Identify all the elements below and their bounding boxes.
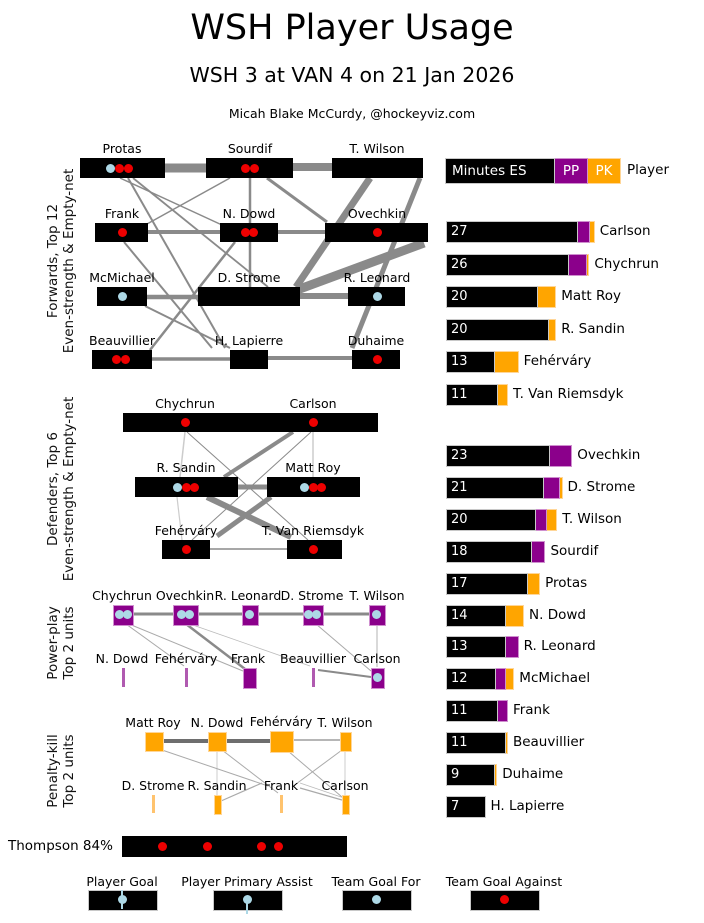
player-label: Chychrun	[92, 588, 152, 603]
player-label: N. Dowd	[95, 651, 149, 666]
player-name: Protas	[545, 574, 588, 591]
credit-line: Micah Blake McCurdy, @hockeyviz.com	[228, 106, 476, 121]
linemate-link	[292, 750, 342, 787]
player-label: Beauvillier	[89, 333, 155, 348]
minutes-value: 12	[451, 671, 468, 687]
marker-legend-label: Team Goal For	[331, 874, 421, 889]
player-label: T. Wilson	[317, 715, 373, 730]
linemate-link	[190, 624, 310, 666]
player-name: Sourdif	[550, 542, 599, 559]
marker-legend-label: Player Goal	[86, 874, 158, 889]
player-name: T. Van Riemsdyk	[512, 385, 624, 402]
section-label-line: Top 2 units	[61, 606, 77, 680]
goalie-label: Thompson 84%	[8, 838, 113, 854]
player-name: Ovechkin	[577, 447, 641, 463]
linemate-link	[126, 624, 184, 666]
linemate-link	[177, 497, 182, 540]
player-label: R. Sandin	[187, 778, 247, 793]
player-label: Fehérváry	[249, 714, 313, 729]
minutes-value: 14	[451, 607, 468, 623]
section-label-line: Even-strength & Empty-net	[61, 168, 77, 354]
player-name: R. Sandin	[561, 320, 625, 337]
minutes-value: 17	[451, 575, 468, 591]
page-subtitle: WSH 3 at VAN 4 on 21 Jan 2026	[189, 63, 515, 87]
minutes-value: 7	[451, 798, 460, 814]
player-label: Frank	[104, 206, 140, 221]
player-label: Ovechkin	[155, 588, 215, 603]
player-label: McMichael	[89, 270, 155, 285]
minutes-value: 21	[451, 479, 468, 495]
minutes-value: 20	[451, 289, 468, 304]
player-name: Chychrun	[594, 255, 659, 272]
player-label: T. Wilson	[349, 141, 405, 156]
minutes-value: 20	[451, 321, 468, 337]
player-name: D. Strome	[567, 478, 636, 495]
linemate-link	[129, 624, 243, 671]
player-legend-label: Player	[627, 162, 670, 178]
player-name: R. Leonard	[523, 638, 596, 655]
linemate-link	[318, 670, 371, 677]
linemate-link	[180, 432, 185, 477]
linemate-link	[186, 624, 245, 669]
linemate-link	[316, 624, 371, 671]
linemate-link	[221, 783, 262, 801]
player-name: McMichael	[519, 670, 591, 687]
linemate-link	[297, 243, 424, 290]
linemate-link	[224, 432, 293, 477]
player-label: R. Sandin	[156, 460, 216, 475]
player-name: T. Wilson	[562, 510, 622, 527]
minutes-value: 13	[451, 354, 468, 369]
player-name: N. Dowd	[529, 606, 586, 623]
minutes-value: 11	[451, 735, 468, 751]
linemate-link	[207, 497, 291, 537]
section-label-line: Defenders, Top 6	[45, 431, 61, 547]
minutes-es-legend: Minutes ES	[445, 158, 555, 184]
pk-legend: PK	[588, 158, 621, 184]
minutes-value: 20	[451, 511, 468, 527]
section-label-line: Top 2 units	[61, 734, 77, 808]
player-label: Frank	[230, 651, 266, 666]
player-label: R. Leonard	[214, 588, 282, 603]
player-name: Frank	[512, 702, 550, 719]
player-label: Sourdif	[227, 141, 273, 156]
player-name: Duhaime	[502, 766, 564, 782]
player-label: Carlson	[289, 396, 337, 411]
section-label-line: Power-play	[45, 606, 61, 680]
minutes-value: 27	[451, 224, 468, 239]
player-label: Carlson	[321, 778, 369, 793]
player-label: D. Strome	[121, 778, 185, 793]
player-label: N. Dowd	[190, 715, 244, 730]
player-label: T. Wilson	[349, 588, 405, 603]
pp-legend: PP	[555, 158, 588, 184]
player-name: Beauvillier	[512, 734, 585, 751]
section-label-line: Forwards, Top 12	[45, 203, 61, 319]
player-label: H. Lapierre	[214, 333, 284, 348]
player-label: Fehérváry	[154, 651, 218, 666]
player-name: Matt Roy	[561, 288, 622, 304]
linemate-link	[162, 750, 268, 786]
player-name: Carlson	[599, 223, 651, 239]
player-label: Carlson	[353, 651, 401, 666]
player-label: D. Strome	[217, 270, 281, 285]
marker-legend-label: Player Primary Assist	[181, 874, 313, 889]
minutes-value: 23	[451, 448, 468, 463]
player-label: D. Strome	[280, 588, 344, 603]
linemate-link	[288, 751, 342, 797]
player-label: Frank	[263, 778, 299, 793]
marker-legend-label: Team Goal Against	[445, 874, 563, 889]
linemate-link	[222, 750, 278, 793]
section-label-line: Even-strength & Empty-net	[61, 396, 77, 582]
minutes-value: 9	[451, 767, 460, 782]
player-label: Duhaime	[347, 333, 405, 348]
player-label: R. Leonard	[343, 270, 411, 285]
player-label: Beauvillier	[280, 651, 346, 666]
linemate-link	[120, 178, 222, 225]
player-label: T. Van Riemsdyk	[261, 523, 365, 538]
player-label: N. Dowd	[222, 206, 276, 221]
player-label: Fehérváry	[154, 523, 218, 538]
section-label-line: Penalty-kill	[45, 734, 61, 808]
linemate-link	[147, 178, 230, 224]
player-label: Ovechkin	[347, 206, 407, 221]
minutes-value: 26	[451, 256, 468, 272]
minutes-value: 18	[451, 543, 468, 559]
minutes-value: 11	[451, 703, 468, 719]
minutes-value: 13	[451, 639, 468, 655]
player-label: Matt Roy	[125, 715, 181, 730]
page-title: WSH Player Usage	[190, 8, 514, 48]
linemate-link	[267, 178, 327, 222]
player-label: Matt Roy	[285, 460, 341, 475]
player-name: H. Lapierre	[490, 797, 565, 814]
player-label: Chychrun	[155, 396, 215, 411]
minutes-value: 11	[451, 386, 468, 402]
player-label: Protas	[102, 141, 142, 156]
player-name: Fehérváry	[523, 353, 592, 369]
